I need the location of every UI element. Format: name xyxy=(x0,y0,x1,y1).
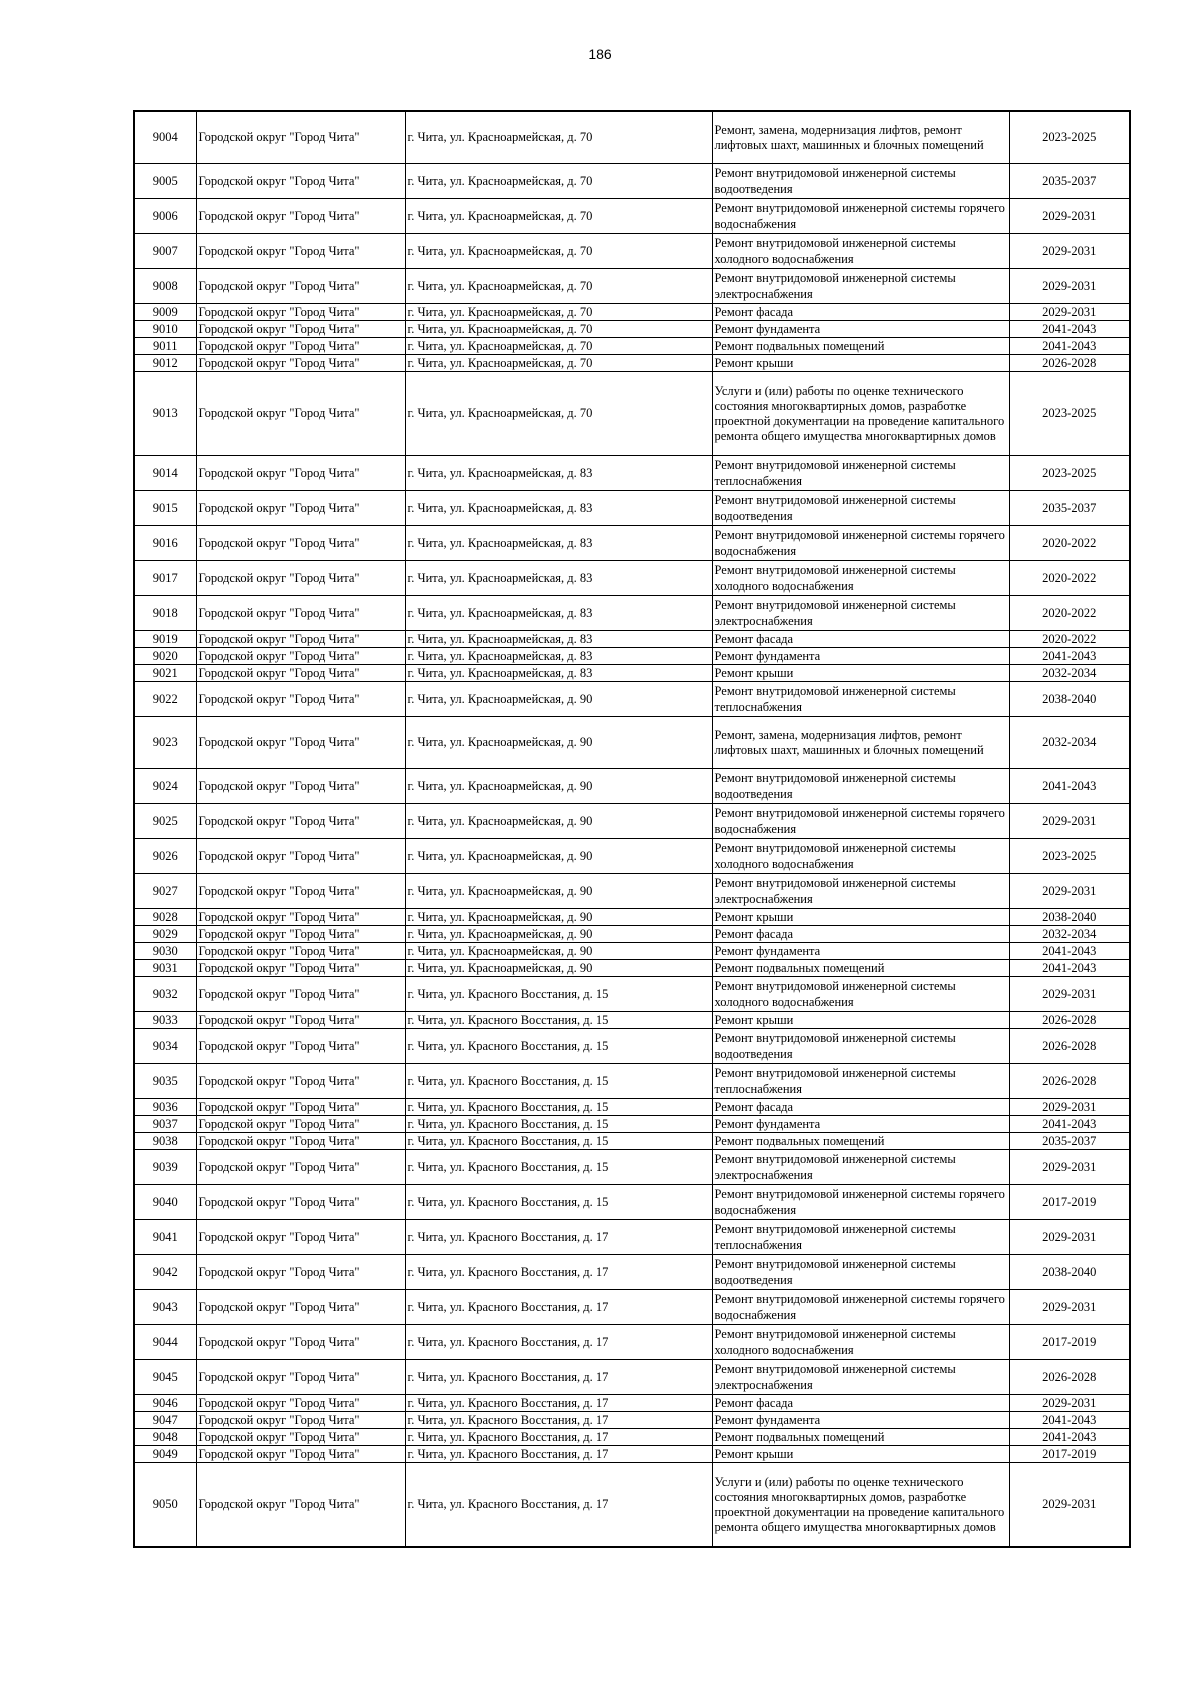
municipality-cell: Городской округ "Город Чита" xyxy=(196,355,405,372)
address-cell: г. Чита, ул. Красного Восстания, д. 17 xyxy=(405,1429,712,1446)
municipality-cell: Городской округ "Город Чита" xyxy=(196,1029,405,1064)
row-number-cell: 9049 xyxy=(134,1446,196,1463)
municipality-cell: Городской округ "Город Чита" xyxy=(196,111,405,164)
address-cell: г. Чита, ул. Красного Восстания, д. 15 xyxy=(405,1064,712,1099)
address-cell: г. Чита, ул. Красноармейская, д. 83 xyxy=(405,648,712,665)
municipality-cell: Городской округ "Город Чита" xyxy=(196,1133,405,1150)
period-cell: 2029-2031 xyxy=(1009,1463,1130,1548)
municipality-cell: Городской округ "Город Чита" xyxy=(196,926,405,943)
table-row xyxy=(134,338,1130,355)
row-number-cell: 9025 xyxy=(134,804,196,839)
address-cell: г. Чита, ул. Красноармейская, д. 70 xyxy=(405,164,712,199)
table-row xyxy=(134,648,1130,665)
table-row xyxy=(134,1412,1130,1429)
row-number-cell: 9034 xyxy=(134,1029,196,1064)
address-cell: г. Чита, ул. Красноармейская, д. 70 xyxy=(405,372,712,456)
address-cell: г. Чита, ул. Красноармейская, д. 70 xyxy=(405,234,712,269)
period-cell: 2020-2022 xyxy=(1009,631,1130,648)
address-cell: г. Чита, ул. Красноармейская, д. 83 xyxy=(405,526,712,561)
municipality-cell: Городской округ "Город Чита" xyxy=(196,1446,405,1463)
period-cell: 2041-2043 xyxy=(1009,321,1130,338)
work-type-cell: Ремонт внутридомовой инженерной системы горячего водоснабжения xyxy=(712,199,1009,234)
work-type-cell: Ремонт фундамента xyxy=(712,1412,1009,1429)
address-cell: г. Чита, ул. Красного Восстания, д. 15 xyxy=(405,1133,712,1150)
municipality-cell: Городской округ "Город Чита" xyxy=(196,596,405,631)
address-cell: г. Чита, ул. Красноармейская, д. 83 xyxy=(405,665,712,682)
period-cell: 2029-2031 xyxy=(1009,1290,1130,1325)
work-type-cell: Ремонт, замена, модернизация лифтов, ремонт лифтовых шахт, машинных и блочных помещений xyxy=(712,111,1009,164)
table-row xyxy=(134,1395,1130,1412)
row-number-cell: 9048 xyxy=(134,1429,196,1446)
table-row xyxy=(134,874,1130,909)
row-number-cell: 9023 xyxy=(134,717,196,769)
period-cell: 2017-2019 xyxy=(1009,1446,1130,1463)
address-cell: г. Чита, ул. Красноармейская, д. 90 xyxy=(405,943,712,960)
row-number-cell: 9004 xyxy=(134,111,196,164)
municipality-cell: Городской округ "Город Чита" xyxy=(196,1220,405,1255)
work-type-cell: Ремонт внутридомовой инженерной системы водоотведения xyxy=(712,769,1009,804)
table-row xyxy=(134,1012,1130,1029)
work-type-cell: Услуги и (или) работы по оценке технического состояния многоквартирных домов, разработке проектной документации на проведение капитального ремонта общего имущества многоквартирных домов xyxy=(712,1463,1009,1548)
address-cell: г. Чита, ул. Красного Восстания, д. 15 xyxy=(405,1029,712,1064)
row-number-cell: 9044 xyxy=(134,1325,196,1360)
municipality-cell: Городской округ "Город Чита" xyxy=(196,1463,405,1548)
address-cell: г. Чита, ул. Красноармейская, д. 83 xyxy=(405,456,712,491)
period-cell: 2029-2031 xyxy=(1009,234,1130,269)
work-type-cell: Ремонт фундамента xyxy=(712,648,1009,665)
row-number-cell: 9015 xyxy=(134,491,196,526)
period-cell: 2023-2025 xyxy=(1009,839,1130,874)
table-row xyxy=(134,1463,1130,1548)
work-type-cell: Ремонт подвальных помещений xyxy=(712,1429,1009,1446)
period-cell: 2029-2031 xyxy=(1009,1150,1130,1185)
row-number-cell: 9040 xyxy=(134,1185,196,1220)
row-number-cell: 9032 xyxy=(134,977,196,1012)
address-cell: г. Чита, ул. Красного Восстания, д. 15 xyxy=(405,1150,712,1185)
period-cell: 2020-2022 xyxy=(1009,561,1130,596)
period-cell: 2029-2031 xyxy=(1009,804,1130,839)
address-cell: г. Чита, ул. Красного Восстания, д. 15 xyxy=(405,1099,712,1116)
period-cell: 2041-2043 xyxy=(1009,769,1130,804)
municipality-cell: Городской округ "Город Чита" xyxy=(196,164,405,199)
work-type-cell: Ремонт внутридомовой инженерной системы электроснабжения xyxy=(712,1360,1009,1395)
period-cell: 2023-2025 xyxy=(1009,372,1130,456)
address-cell: г. Чита, ул. Красного Восстания, д. 15 xyxy=(405,1116,712,1133)
address-cell: г. Чита, ул. Красноармейская, д. 70 xyxy=(405,269,712,304)
work-type-cell: Ремонт внутридомовой инженерной системы холодного водоснабжения xyxy=(712,1325,1009,1360)
work-type-cell: Ремонт внутридомовой инженерной системы водоотведения xyxy=(712,1255,1009,1290)
address-cell: г. Чита, ул. Красноармейская, д. 90 xyxy=(405,717,712,769)
address-cell: г. Чита, ул. Красноармейская, д. 90 xyxy=(405,926,712,943)
table-row xyxy=(134,304,1130,321)
period-cell: 2038-2040 xyxy=(1009,1255,1130,1290)
address-cell: г. Чита, ул. Красного Восстания, д. 17 xyxy=(405,1325,712,1360)
period-cell: 2029-2031 xyxy=(1009,977,1130,1012)
work-type-cell: Ремонт крыши xyxy=(712,1012,1009,1029)
work-type-cell: Ремонт крыши xyxy=(712,665,1009,682)
address-cell: г. Чита, ул. Красноармейская, д. 70 xyxy=(405,199,712,234)
municipality-cell: Городской округ "Город Чита" xyxy=(196,717,405,769)
address-cell: г. Чита, ул. Красного Восстания, д. 17 xyxy=(405,1220,712,1255)
table-row xyxy=(134,1064,1130,1099)
row-number-cell: 9018 xyxy=(134,596,196,631)
address-cell: г. Чита, ул. Красного Восстания, д. 15 xyxy=(405,1012,712,1029)
table-row xyxy=(134,977,1130,1012)
work-type-cell: Ремонт фундамента xyxy=(712,321,1009,338)
table-row xyxy=(134,1429,1130,1446)
row-number-cell: 9036 xyxy=(134,1099,196,1116)
address-cell: г. Чита, ул. Красноармейская, д. 90 xyxy=(405,682,712,717)
address-cell: г. Чита, ул. Красного Восстания, д. 15 xyxy=(405,1185,712,1220)
period-cell: 2035-2037 xyxy=(1009,491,1130,526)
municipality-cell: Городской округ "Город Чита" xyxy=(196,321,405,338)
period-cell: 2017-2019 xyxy=(1009,1185,1130,1220)
municipality-cell: Городской округ "Город Чита" xyxy=(196,1116,405,1133)
table-row xyxy=(134,717,1130,769)
address-cell: г. Чита, ул. Красноармейская, д. 70 xyxy=(405,355,712,372)
municipality-cell: Городской округ "Город Чита" xyxy=(196,769,405,804)
municipality-cell: Городской округ "Город Чита" xyxy=(196,1325,405,1360)
address-cell: г. Чита, ул. Красноармейская, д. 83 xyxy=(405,631,712,648)
row-number-cell: 9029 xyxy=(134,926,196,943)
municipality-cell: Городской округ "Город Чита" xyxy=(196,526,405,561)
municipality-cell: Городской округ "Город Чита" xyxy=(196,491,405,526)
municipality-cell: Городской округ "Город Чита" xyxy=(196,199,405,234)
table-body xyxy=(134,111,1130,1547)
table-row xyxy=(134,1099,1130,1116)
work-type-cell: Ремонт фундамента xyxy=(712,1116,1009,1133)
table-row xyxy=(134,1220,1130,1255)
period-cell: 2041-2043 xyxy=(1009,1429,1130,1446)
work-type-cell: Ремонт крыши xyxy=(712,909,1009,926)
row-number-cell: 9010 xyxy=(134,321,196,338)
municipality-cell: Городской округ "Город Чита" xyxy=(196,1064,405,1099)
work-type-cell: Ремонт крыши xyxy=(712,1446,1009,1463)
period-cell: 2029-2031 xyxy=(1009,269,1130,304)
municipality-cell: Городской округ "Город Чита" xyxy=(196,338,405,355)
row-number-cell: 9008 xyxy=(134,269,196,304)
work-type-cell: Ремонт внутридомовой инженерной системы электроснабжения xyxy=(712,1150,1009,1185)
municipality-cell: Городской округ "Город Чита" xyxy=(196,1099,405,1116)
address-cell: г. Чита, ул. Красноармейская, д. 83 xyxy=(405,596,712,631)
table-row xyxy=(134,1185,1130,1220)
row-number-cell: 9030 xyxy=(134,943,196,960)
period-cell: 2026-2028 xyxy=(1009,1012,1130,1029)
work-type-cell: Ремонт внутридомовой инженерной системы холодного водоснабжения xyxy=(712,977,1009,1012)
period-cell: 2029-2031 xyxy=(1009,1099,1130,1116)
table-row xyxy=(134,1290,1130,1325)
address-cell: г. Чита, ул. Красноармейская, д. 70 xyxy=(405,321,712,338)
work-type-cell: Ремонт фасада xyxy=(712,631,1009,648)
municipality-cell: Городской округ "Город Чита" xyxy=(196,665,405,682)
municipality-cell: Городской округ "Город Чита" xyxy=(196,943,405,960)
work-type-cell: Ремонт внутридомовой инженерной системы водоотведения xyxy=(712,491,1009,526)
work-type-cell: Ремонт внутридомовой инженерной системы горячего водоснабжения xyxy=(712,1185,1009,1220)
work-type-cell: Ремонт фасада xyxy=(712,1395,1009,1412)
municipality-cell: Городской округ "Город Чита" xyxy=(196,1185,405,1220)
table-row xyxy=(134,665,1130,682)
row-number-cell: 9042 xyxy=(134,1255,196,1290)
table-row xyxy=(134,631,1130,648)
table-row xyxy=(134,269,1130,304)
period-cell: 2041-2043 xyxy=(1009,960,1130,977)
period-cell: 2026-2028 xyxy=(1009,1064,1130,1099)
work-type-cell: Ремонт подвальных помещений xyxy=(712,338,1009,355)
municipality-cell: Городской округ "Город Чита" xyxy=(196,234,405,269)
period-cell: 2038-2040 xyxy=(1009,909,1130,926)
row-number-cell: 9006 xyxy=(134,199,196,234)
address-cell: г. Чита, ул. Красноармейская, д. 90 xyxy=(405,874,712,909)
work-type-cell: Ремонт подвальных помещений xyxy=(712,960,1009,977)
address-cell: г. Чита, ул. Красноармейская, д. 70 xyxy=(405,338,712,355)
address-cell: г. Чита, ул. Красноармейская, д. 70 xyxy=(405,304,712,321)
row-number-cell: 9035 xyxy=(134,1064,196,1099)
municipality-cell: Городской округ "Город Чита" xyxy=(196,648,405,665)
municipality-cell: Городской округ "Город Чита" xyxy=(196,909,405,926)
table-row xyxy=(134,234,1130,269)
address-cell: г. Чита, ул. Красноармейская, д. 90 xyxy=(405,909,712,926)
municipality-cell: Городской округ "Город Чита" xyxy=(196,456,405,491)
row-number-cell: 9005 xyxy=(134,164,196,199)
row-number-cell: 9050 xyxy=(134,1463,196,1548)
period-cell: 2032-2034 xyxy=(1009,717,1130,769)
row-number-cell: 9043 xyxy=(134,1290,196,1325)
row-number-cell: 9019 xyxy=(134,631,196,648)
work-type-cell: Ремонт внутридомовой инженерной системы теплоснабжения xyxy=(712,682,1009,717)
row-number-cell: 9045 xyxy=(134,1360,196,1395)
row-number-cell: 9038 xyxy=(134,1133,196,1150)
work-type-cell: Ремонт внутридомовой инженерной системы горячего водоснабжения xyxy=(712,1290,1009,1325)
municipality-cell: Городской округ "Город Чита" xyxy=(196,372,405,456)
row-number-cell: 9016 xyxy=(134,526,196,561)
work-type-cell: Ремонт фасада xyxy=(712,926,1009,943)
address-cell: г. Чита, ул. Красного Восстания, д. 15 xyxy=(405,977,712,1012)
period-cell: 2029-2031 xyxy=(1009,1395,1130,1412)
address-cell: г. Чита, ул. Красного Восстания, д. 17 xyxy=(405,1463,712,1548)
work-type-cell: Ремонт подвальных помещений xyxy=(712,1133,1009,1150)
table-row xyxy=(134,596,1130,631)
period-cell: 2041-2043 xyxy=(1009,943,1130,960)
work-type-cell: Ремонт фасада xyxy=(712,1099,1009,1116)
work-type-cell: Ремонт внутридомовой инженерной системы горячего водоснабжения xyxy=(712,526,1009,561)
period-cell: 2026-2028 xyxy=(1009,1360,1130,1395)
table-row xyxy=(134,943,1130,960)
municipality-cell: Городской округ "Город Чита" xyxy=(196,304,405,321)
period-cell: 2026-2028 xyxy=(1009,1029,1130,1064)
municipality-cell: Городской округ "Город Чита" xyxy=(196,1150,405,1185)
table-row xyxy=(134,199,1130,234)
address-cell: г. Чита, ул. Красноармейская, д. 90 xyxy=(405,839,712,874)
address-cell: г. Чита, ул. Красноармейская, д. 70 xyxy=(405,111,712,164)
municipality-cell: Городской округ "Город Чита" xyxy=(196,1412,405,1429)
address-cell: г. Чита, ул. Красного Восстания, д. 17 xyxy=(405,1360,712,1395)
table-row xyxy=(134,804,1130,839)
row-number-cell: 9039 xyxy=(134,1150,196,1185)
municipality-cell: Городской округ "Город Чита" xyxy=(196,682,405,717)
work-type-cell: Ремонт внутридомовой инженерной системы холодного водоснабжения xyxy=(712,839,1009,874)
work-type-cell: Ремонт, замена, модернизация лифтов, ремонт лифтовых шахт, машинных и блочных помещений xyxy=(712,717,1009,769)
period-cell: 2023-2025 xyxy=(1009,111,1130,164)
period-cell: 2017-2019 xyxy=(1009,1325,1130,1360)
work-type-cell: Ремонт внутридомовой инженерной системы водоотведения xyxy=(712,164,1009,199)
work-type-cell: Ремонт внутридомовой инженерной системы теплоснабжения xyxy=(712,1220,1009,1255)
period-cell: 2035-2037 xyxy=(1009,1133,1130,1150)
table-row xyxy=(134,111,1130,164)
table-row xyxy=(134,1150,1130,1185)
table-row xyxy=(134,839,1130,874)
municipality-cell: Городской округ "Город Чита" xyxy=(196,1255,405,1290)
work-type-cell: Ремонт внутридомовой инженерной системы горячего водоснабжения xyxy=(712,804,1009,839)
row-number-cell: 9020 xyxy=(134,648,196,665)
address-cell: г. Чита, ул. Красноармейская, д. 90 xyxy=(405,804,712,839)
address-cell: г. Чита, ул. Красноармейская, д. 90 xyxy=(405,769,712,804)
row-number-cell: 9017 xyxy=(134,561,196,596)
work-type-cell: Ремонт внутридомовой инженерной системы холодного водоснабжения xyxy=(712,561,1009,596)
period-cell: 2041-2043 xyxy=(1009,1116,1130,1133)
period-cell: 2032-2034 xyxy=(1009,665,1130,682)
row-number-cell: 9007 xyxy=(134,234,196,269)
address-cell: г. Чита, ул. Красноармейская, д. 83 xyxy=(405,561,712,596)
municipality-cell: Городской округ "Город Чита" xyxy=(196,1012,405,1029)
repair-schedule-table xyxy=(133,110,1131,1548)
period-cell: 2038-2040 xyxy=(1009,682,1130,717)
municipality-cell: Городской округ "Город Чита" xyxy=(196,561,405,596)
row-number-cell: 9013 xyxy=(134,372,196,456)
address-cell: г. Чита, ул. Красноармейская, д. 90 xyxy=(405,960,712,977)
work-type-cell: Ремонт фундамента xyxy=(712,943,1009,960)
row-number-cell: 9033 xyxy=(134,1012,196,1029)
row-number-cell: 9047 xyxy=(134,1412,196,1429)
row-number-cell: 9031 xyxy=(134,960,196,977)
row-number-cell: 9026 xyxy=(134,839,196,874)
period-cell: 2041-2043 xyxy=(1009,338,1130,355)
table-row xyxy=(134,1325,1130,1360)
row-number-cell: 9022 xyxy=(134,682,196,717)
table-row xyxy=(134,769,1130,804)
table-row xyxy=(134,372,1130,456)
address-cell: г. Чита, ул. Красноармейская, д. 83 xyxy=(405,491,712,526)
municipality-cell: Городской округ "Город Чита" xyxy=(196,977,405,1012)
work-type-cell: Услуги и (или) работы по оценке технического состояния многоквартирных домов, разработке проектной документации на проведение капитального ремонта общего имущества многоквартирных домов xyxy=(712,372,1009,456)
row-number-cell: 9024 xyxy=(134,769,196,804)
row-number-cell: 9037 xyxy=(134,1116,196,1133)
municipality-cell: Городской округ "Город Чита" xyxy=(196,839,405,874)
table-row xyxy=(134,1116,1130,1133)
work-type-cell: Ремонт внутридомовой инженерной системы электроснабжения xyxy=(712,269,1009,304)
municipality-cell: Городской округ "Город Чита" xyxy=(196,1395,405,1412)
period-cell: 2029-2031 xyxy=(1009,874,1130,909)
work-type-cell: Ремонт внутридомовой инженерной системы водоотведения xyxy=(712,1029,1009,1064)
row-number-cell: 9041 xyxy=(134,1220,196,1255)
address-cell: г. Чита, ул. Красного Восстания, д. 17 xyxy=(405,1290,712,1325)
row-number-cell: 9027 xyxy=(134,874,196,909)
row-number-cell: 9009 xyxy=(134,304,196,321)
municipality-cell: Городской округ "Город Чита" xyxy=(196,1290,405,1325)
row-number-cell: 9028 xyxy=(134,909,196,926)
address-cell: г. Чита, ул. Красного Восстания, д. 17 xyxy=(405,1446,712,1463)
table-row xyxy=(134,682,1130,717)
table-row xyxy=(134,491,1130,526)
table-row xyxy=(134,909,1130,926)
table-row xyxy=(134,1255,1130,1290)
table-row xyxy=(134,1360,1130,1395)
table-row xyxy=(134,561,1130,596)
municipality-cell: Городской округ "Город Чита" xyxy=(196,1360,405,1395)
period-cell: 2029-2031 xyxy=(1009,199,1130,234)
table-row xyxy=(134,355,1130,372)
work-type-cell: Ремонт внутридомовой инженерной системы теплоснабжения xyxy=(712,456,1009,491)
municipality-cell: Городской округ "Город Чита" xyxy=(196,1429,405,1446)
period-cell: 2041-2043 xyxy=(1009,648,1130,665)
table-row xyxy=(134,526,1130,561)
period-cell: 2029-2031 xyxy=(1009,304,1130,321)
row-number-cell: 9014 xyxy=(134,456,196,491)
work-type-cell: Ремонт фасада xyxy=(712,304,1009,321)
table-row xyxy=(134,1133,1130,1150)
municipality-cell: Городской округ "Город Чита" xyxy=(196,874,405,909)
municipality-cell: Городской округ "Город Чита" xyxy=(196,960,405,977)
work-type-cell: Ремонт крыши xyxy=(712,355,1009,372)
period-cell: 2020-2022 xyxy=(1009,596,1130,631)
period-cell: 2029-2031 xyxy=(1009,1220,1130,1255)
work-type-cell: Ремонт внутридомовой инженерной системы электроснабжения xyxy=(712,596,1009,631)
row-number-cell: 9011 xyxy=(134,338,196,355)
table-row xyxy=(134,456,1130,491)
period-cell: 2020-2022 xyxy=(1009,526,1130,561)
municipality-cell: Городской округ "Город Чита" xyxy=(196,804,405,839)
table-row xyxy=(134,926,1130,943)
table-row xyxy=(134,1446,1130,1463)
table-row xyxy=(134,960,1130,977)
municipality-cell: Городской округ "Город Чита" xyxy=(196,631,405,648)
row-number-cell: 9021 xyxy=(134,665,196,682)
row-number-cell: 9046 xyxy=(134,1395,196,1412)
work-type-cell: Ремонт внутридомовой инженерной системы теплоснабжения xyxy=(712,1064,1009,1099)
address-cell: г. Чита, ул. Красного Восстания, д. 17 xyxy=(405,1255,712,1290)
municipality-cell: Городской округ "Город Чита" xyxy=(196,269,405,304)
page-number: 186 xyxy=(588,46,612,62)
address-cell: г. Чита, ул. Красного Восстания, д. 17 xyxy=(405,1395,712,1412)
period-cell: 2023-2025 xyxy=(1009,456,1130,491)
table-row xyxy=(134,321,1130,338)
period-cell: 2032-2034 xyxy=(1009,926,1130,943)
table-row xyxy=(134,1029,1130,1064)
period-cell: 2041-2043 xyxy=(1009,1412,1130,1429)
row-number-cell: 9012 xyxy=(134,355,196,372)
table-row xyxy=(134,164,1130,199)
address-cell: г. Чита, ул. Красного Восстания, д. 17 xyxy=(405,1412,712,1429)
period-cell: 2035-2037 xyxy=(1009,164,1130,199)
period-cell: 2026-2028 xyxy=(1009,355,1130,372)
work-type-cell: Ремонт внутридомовой инженерной системы холодного водоснабжения xyxy=(712,234,1009,269)
work-type-cell: Ремонт внутридомовой инженерной системы электроснабжения xyxy=(712,874,1009,909)
